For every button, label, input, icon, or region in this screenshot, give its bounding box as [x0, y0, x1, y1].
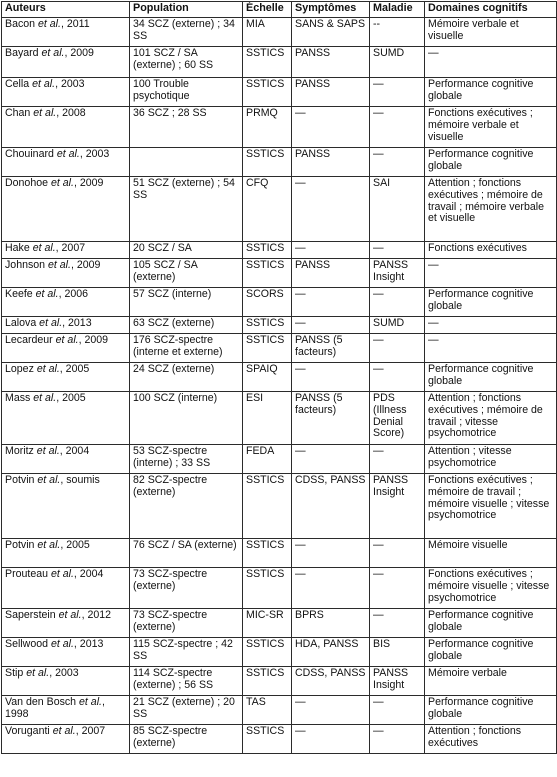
author-year: , 2005	[59, 363, 90, 375]
author-etal: et al.	[26, 667, 50, 679]
author-name: Johnson	[5, 259, 46, 271]
table-row	[2, 177, 557, 242]
domaines-cell: Mémoire verbale et visuelle	[425, 18, 557, 47]
maladie-cell: —	[370, 148, 425, 177]
author-cell	[2, 609, 130, 638]
author-year: , 2005	[60, 539, 90, 551]
domaines-cell: Fonctions exécutives ; mémoire verbale et visuelle	[425, 107, 557, 148]
author-name: Potvin	[5, 539, 35, 551]
author-name: Mass	[5, 392, 31, 404]
population-cell: 53 SCZ-spectre (interne) ; 33 SS	[130, 445, 243, 474]
maladie-cell: —	[370, 288, 425, 317]
author-year: , 2005	[56, 392, 86, 404]
symptomes-cell: —	[292, 568, 370, 609]
maladie-cell: —	[370, 363, 425, 392]
echelle-cell: SCORS	[243, 288, 292, 317]
table-row	[2, 445, 557, 474]
symptomes-cell: —	[292, 107, 370, 148]
author-year: , 2009	[78, 334, 109, 346]
author-year: , 2003	[55, 78, 85, 90]
author-name: Cella	[5, 78, 30, 90]
symptomes-cell: PANSS (5 facteurs)	[292, 392, 370, 445]
author-etal: et al.	[36, 445, 60, 457]
maladie-cell: —	[370, 445, 425, 474]
author-name: Hake	[5, 242, 30, 254]
domaines-cell: Attention ; fonctions exécutives ; mémoire de travail ; mémoire verbale et visuelle	[425, 177, 557, 242]
author-name: Chouinard	[5, 148, 54, 160]
domaines-cell: Attention ; fonctions exécutives ; mémoire de travail ; vitesse psychomotrice	[425, 392, 557, 445]
author-cell	[2, 288, 130, 317]
symptomes-cell: PANSS	[292, 259, 370, 288]
author-etal: et al.	[37, 539, 61, 551]
domaines-cell: Attention ; fonctions exécutives	[425, 725, 557, 754]
population-cell: 105 SCZ / SA (externe)	[130, 259, 243, 288]
symptomes-cell: PANSS	[292, 47, 370, 78]
symptomes-cell: —	[292, 242, 370, 259]
author-etal: et al.	[37, 474, 61, 486]
author-etal: et al.	[41, 47, 65, 59]
author-cell	[2, 568, 130, 609]
author-cell	[2, 107, 130, 148]
maladie-cell: SUMD	[370, 47, 425, 78]
table-row	[2, 667, 557, 696]
author-etal: et al.	[50, 568, 74, 580]
table-body	[2, 18, 557, 754]
domaines-cell: —	[425, 317, 557, 334]
maladie-cell: —	[370, 725, 425, 754]
domaines-cell: Performance cognitive globale	[425, 288, 557, 317]
author-cell	[2, 317, 130, 334]
domaines-cell: Performance cognitive globale	[425, 696, 557, 725]
literature-table	[1, 1, 557, 754]
author-cell	[2, 18, 130, 47]
echelle-cell: SPAIQ	[243, 363, 292, 392]
author-name: Sellwood	[5, 638, 48, 650]
population-cell: 114 SCZ-spectre (externe) ; 56 SS	[130, 667, 243, 696]
domaines-cell: Performance cognitive globale	[425, 609, 557, 638]
table-row	[2, 18, 557, 47]
maladie-cell: SUMD	[370, 317, 425, 334]
col-header-domaines-cognitifs: Domaines cognitifs	[425, 2, 557, 18]
author-cell	[2, 392, 130, 445]
author-etal: et al.	[52, 725, 76, 737]
population-cell: 100 SCZ (interne)	[130, 392, 243, 445]
domaines-cell: Performance cognitive globale	[425, 363, 557, 392]
table-row	[2, 47, 557, 78]
table-row	[2, 317, 557, 334]
table-row	[2, 474, 557, 539]
table-row	[2, 568, 557, 609]
table-row	[2, 539, 557, 568]
author-cell	[2, 539, 130, 568]
author-cell	[2, 667, 130, 696]
author-cell	[2, 242, 130, 259]
author-name: Saperstein	[5, 609, 56, 621]
author-name: Bacon	[5, 18, 36, 30]
echelle-cell: SSTICS	[243, 148, 292, 177]
author-year: , 2009	[73, 177, 104, 189]
author-etal: et al.	[50, 638, 74, 650]
maladie-cell: PDS (Illness Denial Score)	[370, 392, 425, 445]
author-year: , 2009	[70, 259, 101, 271]
author-year: , 2007	[55, 242, 86, 254]
maladie-cell: —	[370, 107, 425, 148]
domaines-cell: —	[425, 259, 557, 288]
author-name: Potvin	[5, 474, 35, 486]
symptomes-cell: —	[292, 696, 370, 725]
author-name: Donohoe	[5, 177, 49, 189]
author-etal: et al.	[50, 177, 74, 189]
author-etal: et al.	[33, 107, 57, 119]
domaines-cell: —	[425, 334, 557, 363]
author-year: , 1998	[5, 696, 105, 720]
population-cell: 36 SCZ ; 28 SS	[130, 107, 243, 148]
author-cell	[2, 259, 130, 288]
echelle-cell: SSTICS	[243, 334, 292, 363]
maladie-cell: —	[370, 334, 425, 363]
author-etal: et al.	[58, 609, 82, 621]
echelle-cell: MIC-SR	[243, 609, 292, 638]
author-cell	[2, 363, 130, 392]
echelle-cell: SSTICS	[243, 638, 292, 667]
author-cell	[2, 725, 130, 754]
author-year: , 2004	[59, 445, 90, 457]
author-name: Lopez	[5, 363, 34, 375]
echelle-cell: SSTICS	[243, 725, 292, 754]
symptomes-cell: PANSS	[292, 148, 370, 177]
echelle-cell: MIA	[243, 18, 292, 47]
table-row	[2, 696, 557, 725]
maladie-cell: PANSS Insight	[370, 474, 425, 539]
echelle-cell: FEDA	[243, 445, 292, 474]
maladie-cell: PANSS Insight	[370, 667, 425, 696]
echelle-cell: SSTICS	[243, 667, 292, 696]
col-header-population: Population	[130, 2, 243, 18]
maladie-cell: —	[370, 242, 425, 259]
author-year: , 2012	[81, 609, 112, 621]
population-cell: 176 SCZ-spectre (interne et externe)	[130, 334, 243, 363]
symptomes-cell: —	[292, 288, 370, 317]
author-cell	[2, 696, 130, 725]
symptomes-cell: BPRS	[292, 609, 370, 638]
author-name: Stip	[5, 667, 24, 679]
author-name: Lecardeur	[5, 334, 53, 346]
maladie-cell: —	[370, 568, 425, 609]
domaines-cell: Performance cognitive globale	[425, 638, 557, 667]
population-cell: 51 SCZ (externe) ; 54 SS	[130, 177, 243, 242]
maladie-cell: BIS	[370, 638, 425, 667]
col-header-auteurs: Auteurs	[2, 2, 130, 18]
population-cell: 101 SCZ / SA (externe) ; 60 SS	[130, 47, 243, 78]
author-etal: et al.	[35, 288, 59, 300]
echelle-cell: SSTICS	[243, 539, 292, 568]
author-name: Prouteau	[5, 568, 48, 580]
author-etal: et al.	[39, 317, 63, 329]
symptomes-cell: CDSS, PANSS	[292, 667, 370, 696]
maladie-cell: --	[370, 18, 425, 47]
author-cell	[2, 334, 130, 363]
author-etal: et al.	[48, 259, 71, 271]
author-year: , 2011	[60, 18, 90, 30]
maladie-cell: —	[370, 696, 425, 725]
author-year: , 2003	[49, 667, 79, 679]
domaines-cell: —	[425, 47, 557, 78]
author-year: , 2013	[73, 638, 104, 650]
author-name: Keefe	[5, 288, 33, 300]
symptomes-cell: —	[292, 363, 370, 392]
symptomes-cell: —	[292, 445, 370, 474]
echelle-cell: SSTICS	[243, 259, 292, 288]
author-year: , 2013	[62, 317, 92, 329]
author-etal: et al.	[32, 242, 56, 254]
symptomes-cell: PANSS (5 facteurs)	[292, 334, 370, 363]
author-year: , 2004	[73, 568, 104, 580]
table-row	[2, 334, 557, 363]
maladie-cell: SAI	[370, 177, 425, 242]
population-cell: 24 SCZ (externe)	[130, 363, 243, 392]
maladie-cell: —	[370, 609, 425, 638]
domaines-cell: Fonctions exécutives ; mémoire de travail ; mémoire visuelle ; vitesse psychomotrice	[425, 474, 557, 539]
author-name: Voruganti	[5, 725, 50, 737]
col-header-symptomes: Symptômes	[292, 2, 370, 18]
population-cell: 34 SCZ (externe) ; 34 SS	[130, 18, 243, 47]
author-year: , 2009	[64, 47, 94, 59]
table-row	[2, 725, 557, 754]
author-etal: et al.	[36, 363, 60, 375]
symptomes-cell: —	[292, 725, 370, 754]
maladie-cell: —	[370, 539, 425, 568]
author-year: , soumis	[60, 474, 100, 486]
table-row	[2, 392, 557, 445]
table-row	[2, 78, 557, 107]
table-row	[2, 148, 557, 177]
author-cell	[2, 638, 130, 667]
symptomes-cell: —	[292, 539, 370, 568]
echelle-cell: SSTICS	[243, 242, 292, 259]
domaines-cell: Mémoire visuelle	[425, 539, 557, 568]
domaines-cell: Performance cognitive globale	[425, 148, 557, 177]
table-row	[2, 363, 557, 392]
author-name: Van den Bosch	[5, 696, 77, 708]
author-etal: et al.	[55, 334, 79, 346]
echelle-cell: SSTICS	[243, 568, 292, 609]
symptomes-cell: PANSS	[292, 78, 370, 107]
population-cell: 76 SCZ / SA (externe)	[130, 539, 243, 568]
author-etal: et al.	[79, 696, 102, 708]
domaines-cell: Performance cognitive globale	[425, 78, 557, 107]
echelle-cell: TAS	[243, 696, 292, 725]
table-row	[2, 107, 557, 148]
author-name: Bayard	[5, 47, 39, 59]
col-header-maladie: Maladie	[370, 2, 425, 18]
col-header-echelle: Échelle	[243, 2, 292, 18]
author-name: Chan	[5, 107, 31, 119]
table-header	[2, 2, 557, 18]
author-name: Moritz	[5, 445, 34, 457]
population-cell: 63 SCZ (externe)	[130, 317, 243, 334]
author-etal: et al.	[38, 18, 61, 30]
author-year: , 2008	[56, 107, 86, 119]
symptomes-cell: CDSS, PANSS	[292, 474, 370, 539]
maladie-cell: PANSS Insight	[370, 259, 425, 288]
author-cell	[2, 177, 130, 242]
echelle-cell: SSTICS	[243, 317, 292, 334]
author-year: , 2006	[58, 288, 89, 300]
echelle-cell: SSTICS	[243, 78, 292, 107]
population-cell: 115 SCZ-spectre ; 42 SS	[130, 638, 243, 667]
domaines-cell: Mémoire verbale	[425, 667, 557, 696]
population-cell: 85 SCZ-spectre (externe)	[130, 725, 243, 754]
domaines-cell: Fonctions exécutives ; mémoire visuelle ; vitesse psychomotrice	[425, 568, 557, 609]
echelle-cell: SSTICS	[243, 474, 292, 539]
author-cell	[2, 148, 130, 177]
echelle-cell: SSTICS	[243, 47, 292, 78]
table-row	[2, 638, 557, 667]
author-year: , 2007	[75, 725, 106, 737]
population-cell: 20 SCZ / SA	[130, 242, 243, 259]
symptomes-cell: SANS & SAPS	[292, 18, 370, 47]
author-name: Lalova	[5, 317, 37, 329]
author-etal: et al.	[33, 392, 57, 404]
author-cell	[2, 474, 130, 539]
table-row	[2, 242, 557, 259]
author-cell	[2, 78, 130, 107]
symptomes-cell: HDA, PANSS	[292, 638, 370, 667]
author-cell	[2, 445, 130, 474]
domaines-cell: Attention ; vitesse psychomotrice	[425, 445, 557, 474]
table-row	[2, 259, 557, 288]
author-etal: et al.	[32, 78, 56, 90]
header-row	[2, 2, 557, 18]
table-row	[2, 609, 557, 638]
table-row	[2, 288, 557, 317]
population-cell: 73 SCZ-spectre (externe)	[130, 568, 243, 609]
echelle-cell: PRMQ	[243, 107, 292, 148]
population-cell: 57 SCZ (interne)	[130, 288, 243, 317]
population-cell: 73 SCZ-spectre (externe)	[130, 609, 243, 638]
population-cell: 82 SCZ-spectre (externe)	[130, 474, 243, 539]
population-cell: 21 SCZ (externe) ; 20 SS	[130, 696, 243, 725]
domaines-cell: Fonctions exécutives	[425, 242, 557, 259]
symptomes-cell: —	[292, 177, 370, 242]
echelle-cell: ESI	[243, 392, 292, 445]
population-cell	[130, 148, 243, 177]
author-year: , 2003	[79, 148, 110, 160]
maladie-cell: —	[370, 78, 425, 107]
symptomes-cell: —	[292, 317, 370, 334]
author-cell	[2, 47, 130, 78]
population-cell: 100 Trouble psychotique	[130, 78, 243, 107]
echelle-cell: CFQ	[243, 177, 292, 242]
author-etal: et al.	[56, 148, 80, 160]
